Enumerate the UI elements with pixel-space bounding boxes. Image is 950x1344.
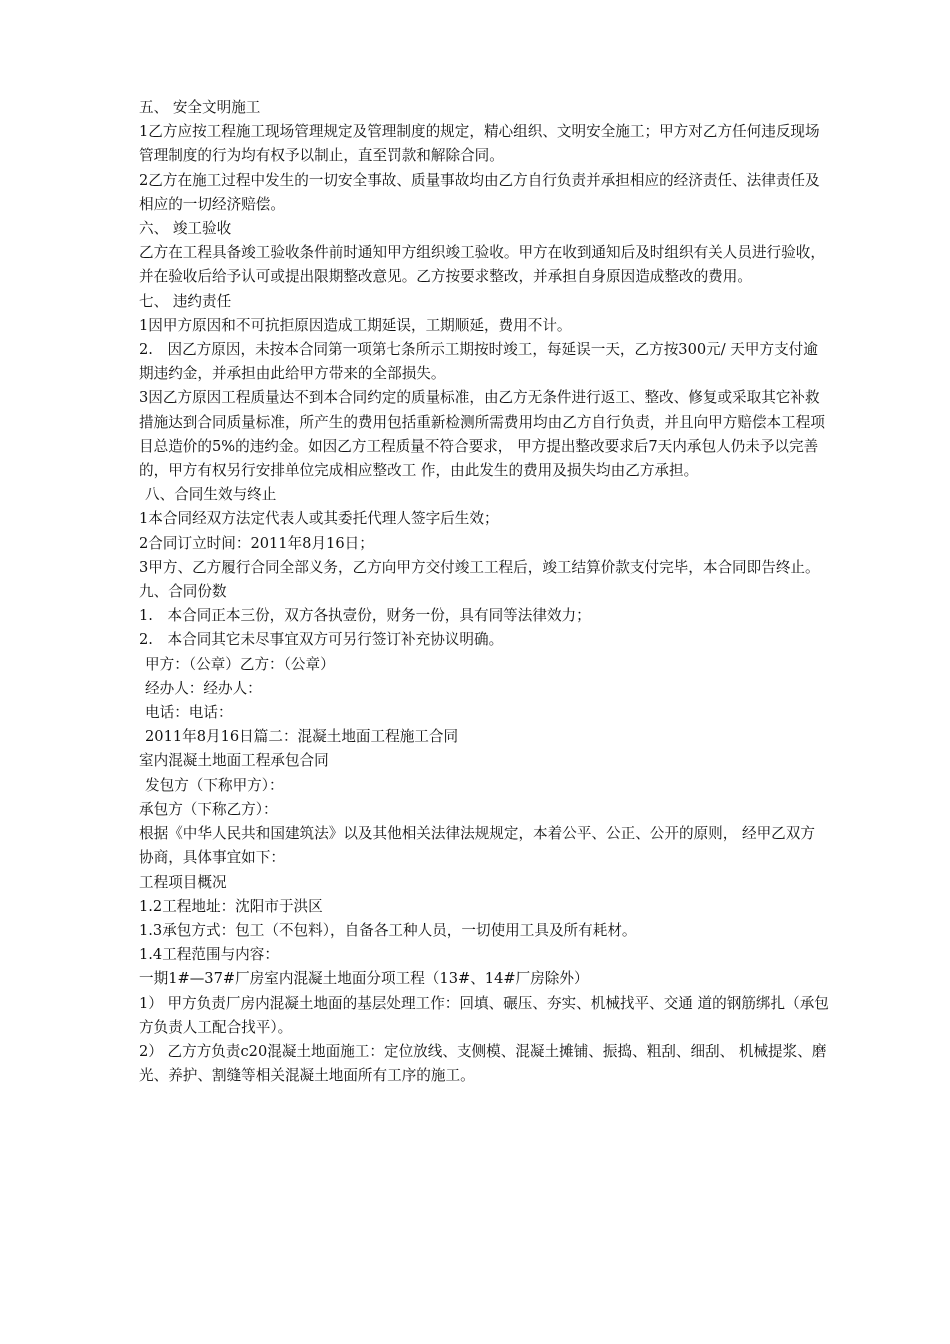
paragraph: 1本合同经双方法定代表人或其委托代理人签字后生效； bbox=[139, 510, 499, 528]
document-body bbox=[139, 96, 829, 1088]
date-line: 2011年8月16日篇二：混凝土地面工程施工合同 bbox=[145, 728, 459, 746]
paragraph: 根据《中华人民共和国建筑法》以及其他相关法律法规规定，本着公平、公正、公开的原则， 经甲乙双方协商，具体事宜如下： bbox=[139, 825, 815, 867]
signature-line: 甲方：（公章）乙方：（公章） bbox=[145, 655, 335, 673]
party-line: 发包方（下称甲方）： bbox=[145, 776, 284, 794]
paragraph: 1因甲方原因和不可抗拒原因造成工期延误，工期顺延，费用不计。 bbox=[139, 316, 572, 334]
paragraph: 1.2工程地址：沈阳市于洪区 bbox=[139, 897, 323, 915]
paragraph: 1乙方应按工程施工现场管理规定及管理制度的规定，精心组织、文明安全施工；甲方对乙方任何违反现场管理制度的行为均有权予以制止，直至罚款和解除合同。 bbox=[139, 123, 820, 165]
paragraph: 2乙方在施工过程中发生的一切安全事故、质量事故均由乙方自行负责并承担相应的经济责任、法律责任及相应的一切经济赔偿。 bbox=[139, 171, 820, 213]
section-heading-7: 七、 违约责任 bbox=[139, 292, 232, 310]
paragraph: 2合同订立时间：2011年8月16日； bbox=[139, 534, 374, 552]
paragraph: 2. 本合同其它未尽事宜双方可另行签订补充协议明确。 bbox=[139, 631, 504, 649]
contract-title: 室内混凝土地面工程承包合同 bbox=[139, 752, 329, 770]
section-heading-5: 五、 安全文明施工 bbox=[139, 99, 261, 116]
paragraph: 2） 乙方方负责c20混凝土地面施工：定位放线、支侧模、混凝土摊铺、振捣、粗刮、细刮、 机械提浆、磨光、养护、割缝等相关混凝土地面所有工序的施工。 bbox=[139, 1042, 827, 1085]
party-line: 承包方（下称乙方）： bbox=[139, 800, 278, 818]
paragraph: 乙方在工程具备竣工验收条件前时通知甲方组织竣工验收。甲方在收到通知后及时组织有关人员进行验收，并在验收后给予认可或提出限期整改意见。乙方按要求整改，并承担自身原因造成整改的费用。 bbox=[139, 244, 825, 286]
signature-line: 电话：电话： bbox=[145, 704, 233, 722]
paragraph: 3甲方、乙方履行合同全部义务，乙方向甲方交付竣工工程后，竣工结算价款支付完毕，本合同即告终止。 bbox=[139, 558, 820, 576]
paragraph: 1. 本合同正本三份，双方各执壹份，财务一份，具有同等法律效力； bbox=[139, 607, 591, 625]
section-heading-6: 六、 竣工验收 bbox=[139, 220, 232, 238]
paragraph: 一期1#—37#厂房室内混凝土地面分项工程（13#、14#厂房除外） bbox=[139, 970, 589, 988]
section-heading: 工程项目概况 bbox=[139, 873, 227, 891]
paragraph: 1） 甲方负责厂房内混凝土地面的基层处理工作：回填、碾压、夯实、机械找平、交通 道的钢筋绑扎（承包方负责人工配合找平）。 bbox=[139, 994, 829, 1036]
paragraph: 2. 因乙方原因，未按本合同第一项第七条所示工期按时竣工，每延误一天，乙方按300元/ 天甲方支付逾期违约金，并承担由此给甲方带来的全部损失。 bbox=[139, 341, 818, 383]
paragraph: 1.3承包方式：包工（不包料），自备各工种人员，一切使用工具及所有耗材。 bbox=[139, 921, 637, 939]
paragraph: 3因乙方原因工程质量达不到本合同约定的质量标准，由乙方无条件进行返工、整改、修复或采取其它补救措施达到合同质量标准，所产生的费用包括重新检测所需费用均由乙方自行负责，并且向甲方赔偿本工程项目总造价的5%的违约金。如因乙方工程质量不符合要求， 甲方提出整改要求后7天内承包人仍未予以完善的，甲方有权另行安排单位完成相应整改工 作，由此发生的费用及损失均由乙方承担。 bbox=[139, 389, 825, 480]
section-heading-8: 八、合同生效与终止 bbox=[145, 486, 277, 504]
section-heading-9: 九、合同份数 bbox=[139, 583, 227, 601]
signature-line: 经办人：经办人： bbox=[145, 679, 262, 697]
paragraph: 1.4工程范围与内容： bbox=[139, 946, 279, 964]
